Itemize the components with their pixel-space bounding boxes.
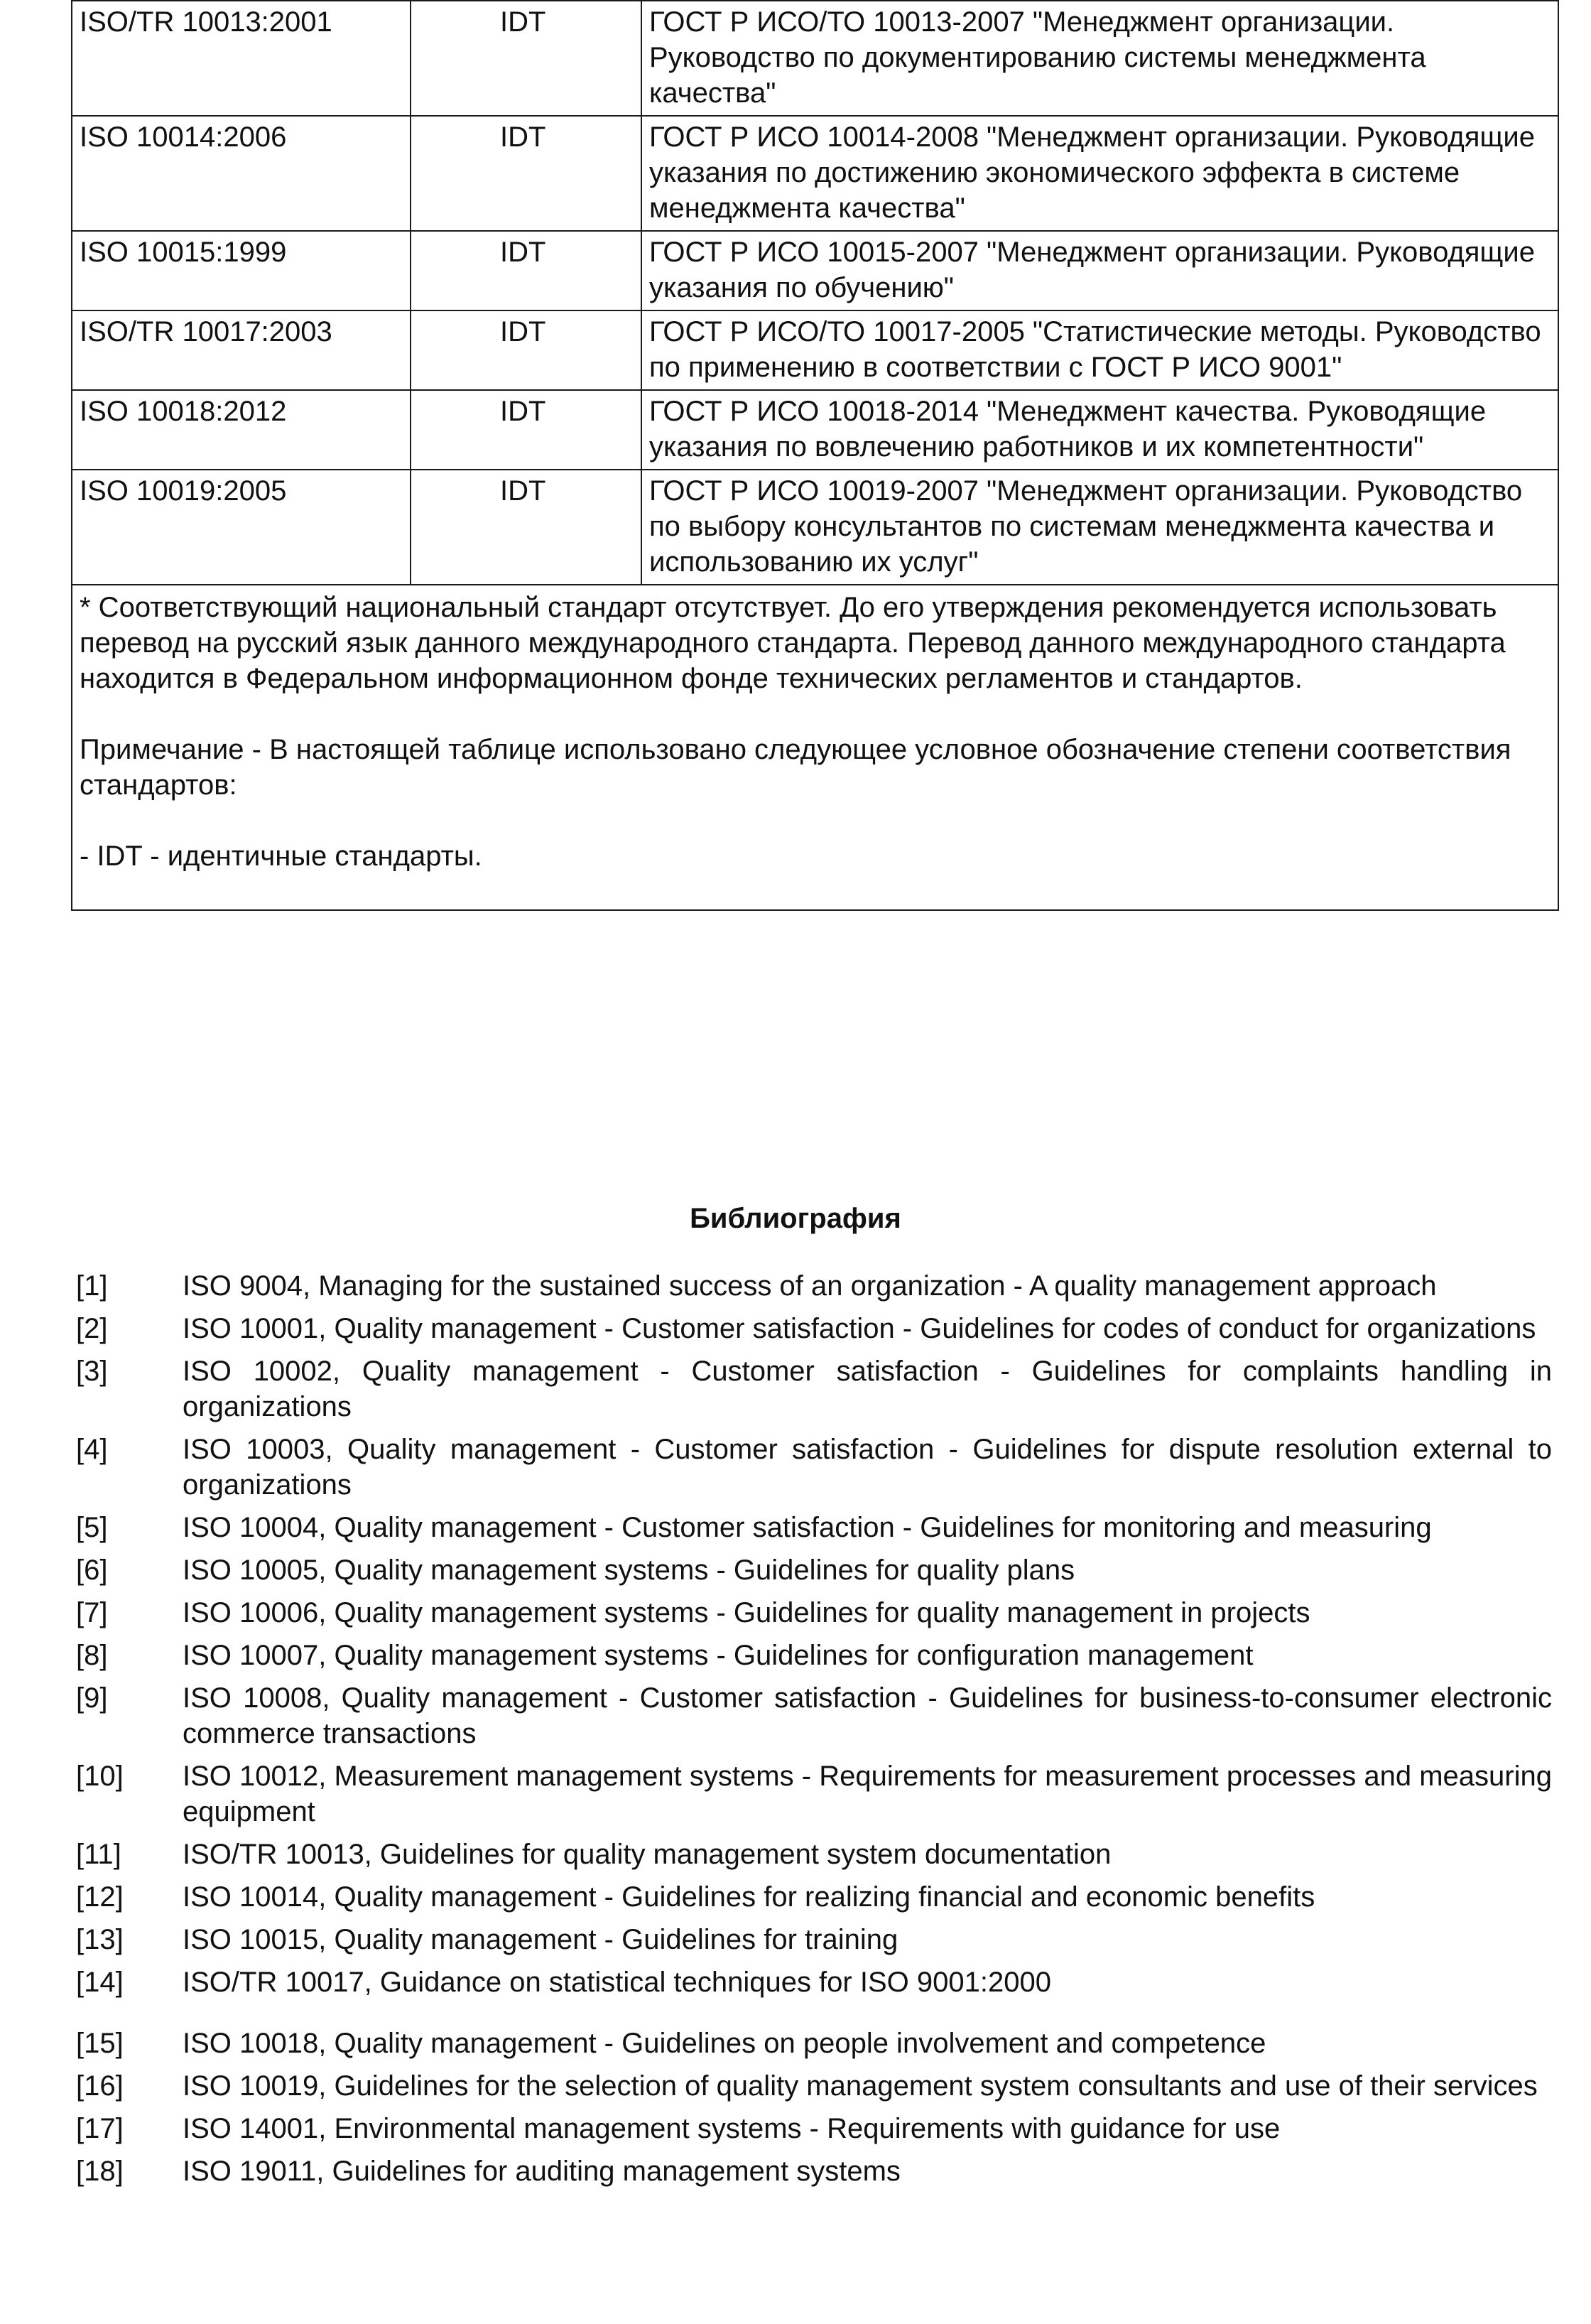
list-item [76, 1758, 1552, 1830]
list-item [76, 1680, 1552, 1751]
degree-cell: IDT [411, 231, 641, 310]
degree-cell: IDT [411, 116, 641, 231]
list-item [76, 1552, 1552, 1588]
reference-number: [18] [76, 2156, 124, 2187]
list-item [76, 1311, 1552, 1346]
list-item [76, 2111, 1552, 2146]
intl-standard-cell: ISO 10014:2006 [72, 116, 411, 231]
list-item [76, 1268, 1552, 1304]
bibliography-title: Библиография [690, 1203, 901, 1234]
spacer [80, 696, 1551, 732]
national-standard-cell: ГОСТ Р ИСО 10019-2007 "Менеджмент организации. Руководство по выбору консультантов по системам менеджмента качества и использованию их услуг" [641, 470, 1558, 585]
reference-text: ISO 14001, Environmental management systems - Requirements with guidance for use [183, 2113, 1281, 2144]
reference-text: ISO 9004, Managing for the sustained success of an organization - A quality management approach [183, 1270, 1437, 1302]
degree-cell: IDT [411, 390, 641, 470]
reference-number: [6] [76, 1555, 108, 1586]
intl-standard-cell: ISO/TR 10017:2003 [72, 310, 411, 390]
reference-text: ISO 10004, Quality management - Customer satisfaction - Guidelines for monitoring and measuring [183, 1512, 1432, 1543]
reference-text: ISO 10014, Quality management - Guidelines for realizing financial and economic benefits [183, 1881, 1315, 1913]
table-legend: - IDT - идентичные стандарты. [80, 841, 482, 872]
standards-correspondence-table [71, 0, 1559, 911]
reference-number: [9] [76, 1682, 108, 1714]
reference-text: ISO 10018, Quality management - Guidelines on people involvement and competence [183, 2028, 1266, 2059]
spacer [80, 803, 1551, 838]
list-item [76, 2026, 1552, 2061]
reference-number: [17] [76, 2113, 124, 2144]
intl-standard-cell: ISO/TR 10013:2001 [72, 1, 411, 116]
table-body [72, 1, 1558, 910]
table-note-cell [72, 585, 1558, 910]
intl-standard-cell: ISO 10015:1999 [72, 231, 411, 310]
list-item [76, 1964, 1552, 2000]
reference-text: ISO 10006, Quality management systems - Guidelines for quality management in projects [183, 1597, 1310, 1628]
reference-text: ISO 10005, Quality management systems - Guidelines for quality plans [183, 1555, 1075, 1586]
table-row [72, 1, 1558, 116]
reference-number: [15] [76, 2028, 124, 2059]
reference-number: [8] [76, 1640, 108, 1671]
reference-text: ISO 10007, Quality management systems - Guidelines for configuration management [183, 1640, 1254, 1671]
table-note: Примечание - В настоящей таблице использовано следующее условное обозначение степени соответствия стандартов: [80, 734, 1511, 801]
degree-cell: IDT [411, 1, 641, 116]
reference-text: ISO/TR 10013, Guidelines for quality management system documentation [183, 1839, 1112, 1870]
reference-number: [7] [76, 1597, 108, 1628]
reference-number: [11] [76, 1839, 121, 1870]
intl-standard-cell: ISO 10018:2012 [72, 390, 411, 470]
reference-number: [13] [76, 1924, 124, 1955]
table-row [72, 390, 1558, 470]
reference-text: ISO 19011, Guidelines for auditing management systems [183, 2156, 901, 2187]
reference-number: [2] [76, 1313, 108, 1344]
reference-number: [16] [76, 2070, 124, 2102]
reference-number: [1] [76, 1270, 108, 1302]
reference-text: ISO/TR 10017, Guidance on statistical techniques for ISO 9001:2000 [183, 1967, 1051, 1998]
list-item [76, 1922, 1552, 1957]
reference-number: [5] [76, 1512, 108, 1543]
reference-text: ISO 10002, Quality management - Customer satisfaction - Guidelines for complaints handling in organizations [183, 1356, 1552, 1422]
national-standard-cell: ГОСТ Р ИСО 10014-2008 "Менеджмент организации. Руководящие указания по достижению экономического эффекта в системе менеджмента качества" [641, 116, 1558, 231]
reference-text: ISO 10015, Quality management - Guidelines for training [183, 1924, 898, 1955]
list-item [76, 2153, 1552, 2189]
national-standard-cell: ГОСТ Р ИСО 10015-2007 "Менеджмент организации. Руководящие указания по обучению" [641, 231, 1558, 310]
reference-number: [12] [76, 1881, 124, 1913]
reference-number: [10] [76, 1761, 124, 1792]
reference-number: [4] [76, 1434, 108, 1465]
list-item [76, 1879, 1552, 1915]
list-item [76, 1353, 1552, 1425]
degree-cell: IDT [411, 310, 641, 390]
list-item [76, 1595, 1552, 1631]
table-note-row [72, 585, 1558, 910]
intl-standard-cell: ISO 10019:2005 [72, 470, 411, 585]
reference-text: ISO 10003, Quality management - Customer satisfaction - Guidelines for dispute resolution external to organizations [183, 1434, 1552, 1501]
list-item [76, 1638, 1552, 1673]
national-standard-cell: ГОСТ Р ИСО/ТО 10013-2007 "Менеджмент организации. Руководство по документированию системы менеджмента качества" [641, 1, 1558, 116]
table-row [72, 116, 1558, 231]
bibliography-list [76, 1268, 1552, 2196]
reference-number: [14] [76, 1967, 124, 1998]
reference-number: [3] [76, 1356, 108, 1387]
table-footnote: * Соответствующий национальный стандарт отсутствует. До его утверждения рекомендуется использовать перевод на русский язык данного международного стандарта. Перевод данного международного стандарта находится в Федеральном информационном фонде технических регламентов и стандартов. [80, 592, 1506, 694]
national-standard-cell: ГОСТ Р ИСО/ТО 10017-2005 "Статистические методы. Руководство по применению в соответствии с ГОСТ Р ИСО 9001" [641, 310, 1558, 390]
reference-text: ISO 10001, Quality management - Customer satisfaction - Guidelines for codes of conduct for organizations [183, 1313, 1536, 1344]
degree-cell: IDT [411, 470, 641, 585]
list-item [76, 1432, 1552, 1503]
table-row [72, 470, 1558, 585]
reference-text: ISO 10008, Quality management - Customer satisfaction - Guidelines for business-to-consumer electronic commerce transactions [183, 1682, 1552, 1749]
table-row [72, 310, 1558, 390]
national-standard-cell: ГОСТ Р ИСО 10018-2014 "Менеджмент качества. Руководящие указания по вовлечению работников и их компетентности" [641, 390, 1558, 470]
reference-text: ISO 10012, Measurement management systems - Requirements for measurement processes and measuring equipment [183, 1761, 1552, 1827]
list-item [76, 1837, 1552, 1872]
list-item [76, 2068, 1552, 2104]
reference-text: ISO 10019, Guidelines for the selection of quality management system consultants and use of their services [183, 2070, 1538, 2102]
table-row [72, 231, 1558, 310]
list-item [76, 1510, 1552, 1545]
